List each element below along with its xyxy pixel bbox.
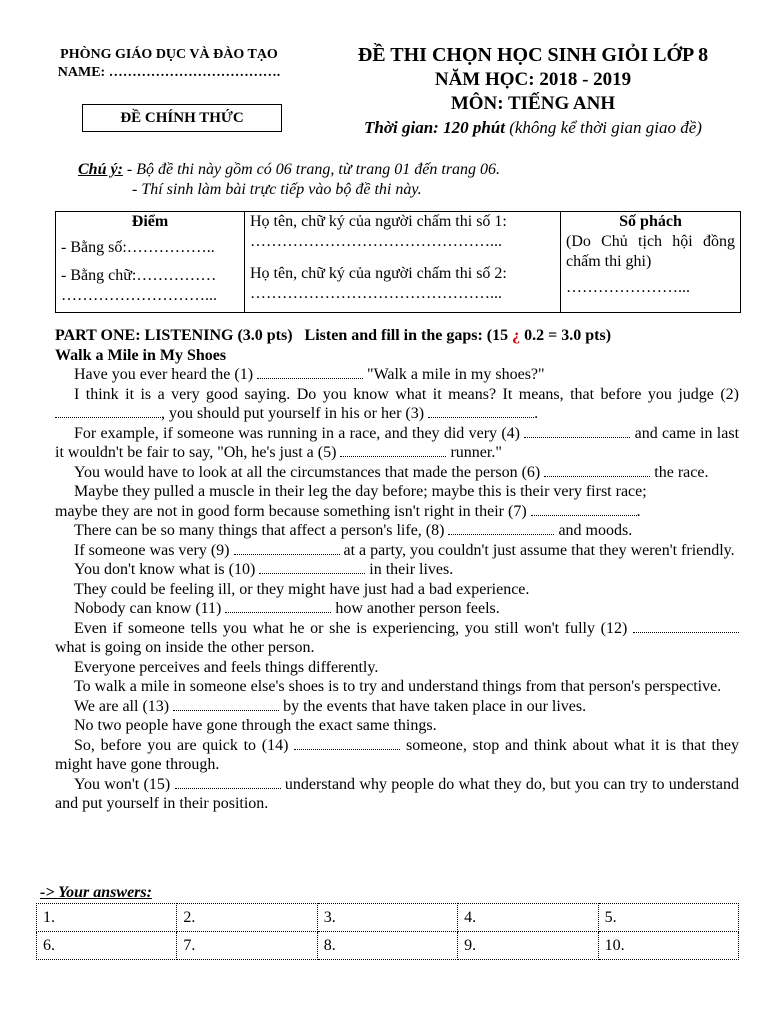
paragraph: Everyone perceives and feels things differently. [74, 658, 379, 676]
paragraph-text: If someone was very (9) [74, 541, 230, 559]
subject: MÔN: TIẾNG ANH [450, 93, 616, 114]
answer-cell[interactable]: 7. [177, 932, 317, 960]
answer-cell[interactable]: 1. [37, 904, 177, 932]
paragraph-text: maybe they are not in good form because something isn't right in their (7) [55, 502, 527, 520]
serial-dots: …………………... [566, 279, 690, 296]
answer-cell[interactable]: 9. [458, 932, 598, 960]
answer-cell[interactable]: 2. [177, 904, 317, 932]
gap-11[interactable] [225, 602, 331, 613]
paragraph-text: Even if someone tells you what he or she is experiencing, you still won't fully (12) [74, 619, 628, 637]
answers-row [37, 932, 739, 960]
answer-cell[interactable]: 3. [317, 904, 457, 932]
score-in-numbers: - Bằng số:…………….. [61, 239, 215, 256]
paragraph [55, 541, 739, 561]
part-one-label: PART ONE: LISTENING (3.0 pts) [55, 327, 293, 344]
paragraph-text: There can be so many things that affect a person's life, (8) [74, 522, 445, 539]
serial-heading: Số phách [619, 213, 682, 230]
paragraph [55, 697, 739, 717]
paragraph [55, 521, 739, 541]
paragraph [55, 424, 739, 463]
gap-10[interactable] [259, 563, 365, 574]
gap-14[interactable] [294, 739, 400, 750]
score-in-words: - Bằng chữ:…………… [61, 267, 217, 284]
time-limit [318, 116, 748, 140]
gap-5[interactable] [340, 446, 446, 457]
examiner-2-dots: ………………………………………... [250, 285, 502, 302]
examiner-1-label: Họ tên, chữ ký của người chấm thi số 1: [250, 213, 507, 230]
paragraph-text: understand why people do what they do, but you can try to understand and put yourself in their position. [55, 775, 740, 812]
gap-6[interactable] [544, 466, 650, 477]
examiner-2-label: Họ tên, chữ ký của người chấm thi số 2: [250, 265, 507, 282]
answer-cell[interactable]: 5. [598, 904, 738, 932]
paragraph-text: and moods. [554, 522, 633, 539]
paragraph-text: So, before you are quick to (14) [74, 736, 289, 754]
paragraph-text: You don't know what is (10) [74, 561, 256, 578]
gap-12[interactable] [633, 622, 739, 633]
serial-cell [561, 212, 741, 313]
paragraph-text: You would have to look at all the circumstances that made the person (6) [74, 463, 541, 481]
notes [78, 160, 500, 200]
part-one-score: 0.2 = 3.0 pts) [520, 327, 612, 344]
story-title: Walk a Mile in My Shoes [55, 346, 227, 364]
paragraph-text: in their lives. [365, 561, 454, 578]
gap-13[interactable] [173, 700, 279, 711]
score-cell [56, 212, 245, 313]
answers-heading: -> Your answers: [40, 884, 152, 901]
notes-line-1: - Bộ đề thi này gồm có 06 trang, từ trang 01 đến trang 06. [122, 161, 501, 178]
paragraph [55, 463, 739, 483]
notes-label: Chú ý: [78, 161, 123, 178]
paragraph [55, 365, 739, 385]
times-symbol: ¿ [512, 327, 521, 344]
paragraph-text: and came in last it wouldn't be fair to say, "Oh, he's just a (5) [55, 424, 740, 461]
notes-line-2: - Thí sinh làm bài trực tiếp vào bộ đề thi này. [132, 181, 422, 198]
paragraph-text: . [534, 405, 539, 422]
school-year: NĂM HỌC: 2018 - 2019 [434, 69, 632, 90]
paragraph-text: the race. [650, 463, 709, 481]
paragraph [55, 619, 739, 658]
paragraph-text: You won't (15) [74, 775, 171, 793]
paragraph-text: We are all (13) [74, 697, 170, 715]
official-exam-box: ĐỀ CHÍNH THỨC [82, 104, 282, 132]
paragraph [55, 560, 739, 580]
part-one-instruction: Listen and fill in the gaps: (15 [304, 327, 509, 344]
paragraph-text: Nobody can know (11) [74, 600, 222, 617]
score-heading: Điểm [131, 213, 169, 230]
serial-note: (Do Chủ tịch hội đồng chấm thi ghi) [566, 233, 735, 270]
gap-7[interactable] [531, 505, 637, 516]
answers-row [37, 904, 739, 932]
examiner-cell [245, 212, 561, 313]
paragraph [55, 385, 739, 424]
part-title [55, 326, 739, 346]
paragraph-text: what is going on inside the other person. [55, 639, 315, 656]
time-note: (không kể thời gian giao đề) [504, 118, 702, 137]
answer-cell[interactable]: 10. [598, 932, 738, 960]
paragraph: They could be feeling ill, or they might have just had a bad experience. [74, 580, 530, 598]
paragraph [55, 775, 739, 814]
gap-3[interactable] [428, 407, 534, 418]
paragraph [55, 502, 739, 522]
gap-4[interactable] [524, 427, 630, 438]
header-left [30, 46, 308, 82]
paragraph-text: someone, stop and think about what it is that they might have gone through. [55, 736, 740, 773]
paragraph-text: how another person feels. [331, 600, 500, 617]
paragraph-text: , you should put yourself in his or her (3) [161, 405, 425, 422]
answer-cell[interactable]: 6. [37, 932, 177, 960]
paragraph-text: . [636, 502, 641, 520]
gap-15[interactable] [175, 778, 281, 789]
student-name-field: NAME: ………………………………. [57, 65, 281, 80]
gap-1[interactable] [257, 368, 363, 379]
paragraph-text: I think it is a very good saying. Do you know what it means? It means, that before you judge (2) [74, 385, 739, 403]
listening-section [55, 326, 739, 814]
answers-table [36, 903, 739, 960]
paragraph [55, 736, 739, 775]
exam-title: ĐỀ THI CHỌN HỌC SINH GIỎI LỚP 8 [357, 44, 709, 66]
time-bold: Thời gian: 120 phút [364, 118, 505, 137]
paragraph-text: at a party, you couldn't just assume that they weren't friendly. [339, 541, 735, 559]
answer-cell[interactable]: 4. [458, 904, 598, 932]
paragraph: Maybe they pulled a muscle in their leg the day before; maybe this is their very first race; [74, 483, 647, 500]
score-table [55, 211, 741, 313]
paragraph-text: by the events that have taken place in our lives. [279, 697, 587, 715]
header-right [318, 42, 748, 140]
answer-cell[interactable]: 8. [317, 932, 457, 960]
paragraph-text: Have you ever heard the (1) [74, 366, 254, 383]
gap-8[interactable] [448, 524, 554, 535]
examiner-1-dots: ………………………………………... [250, 233, 502, 250]
score-words-dots: ………………………... [61, 287, 217, 304]
paragraph-text: runner." [446, 444, 502, 461]
paragraph-text: "Walk a mile in my shoes?" [363, 366, 545, 383]
department-name: PHÒNG GIÁO DỤC VÀ ĐÀO TẠO [60, 47, 278, 62]
paragraph-text: For example, if someone was running in a race, and they did very (4) [74, 424, 520, 442]
paragraph: No two people have gone through the exact same things. [74, 717, 437, 734]
paragraph [55, 599, 739, 619]
gap-2[interactable] [55, 407, 161, 418]
gap-9[interactable] [234, 544, 340, 555]
paragraph: To walk a mile in someone else's shoes is to try and understand things from that person's perspective. [74, 678, 722, 695]
